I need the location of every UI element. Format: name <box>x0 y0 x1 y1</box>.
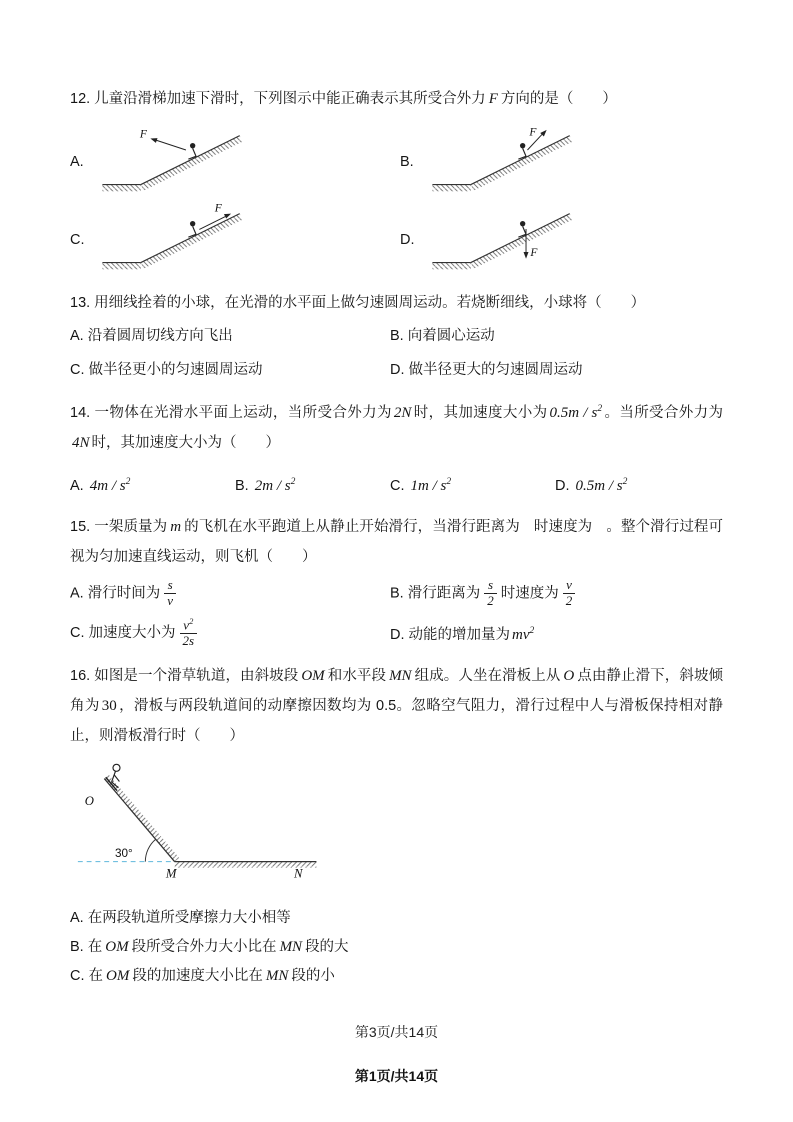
q14-options <box>70 468 723 500</box>
q14-stem-text-4: 时，其加速度大小为（ ） <box>91 435 281 451</box>
q12-stem-text-1: 12. 儿童沿滑梯加速下滑时，下列图示中能正确表示其所受合外力 <box>70 91 486 107</box>
q14-formula-4N: 4N <box>72 435 90 451</box>
q15-stem-text-1: 15. 一架质量为 <box>70 519 168 535</box>
q12-stem <box>70 84 723 114</box>
force-arrow <box>139 129 186 150</box>
q13-stem: 13. 用细线拴着的小球，在光滑的水平面上做匀速圆周运动。若烧断细线，小球将（ ） <box>70 295 646 311</box>
q16-stem-text-4: 点由静止滑下，斜坡倾角为 <box>70 668 724 715</box>
child-figure-icon <box>188 221 196 237</box>
child-figure-icon <box>188 143 196 159</box>
ground-hatch <box>102 263 140 270</box>
q12-option-c-label: C. <box>70 232 85 248</box>
ground-hatch <box>432 185 470 192</box>
q12-option-c <box>70 204 400 276</box>
q14-option-b: B. $2m / s^2$ <box>235 477 296 494</box>
q15-option-a: A. 滑行时间为 $\frac{s}{v}$ <box>70 578 390 609</box>
q16-option-b: B. 在 OM 段所受合外力大小比在 MN 段的大 <box>70 939 349 956</box>
fraction-s-over-2: $\frac{s}{2}$ <box>484 578 497 609</box>
q15-option-b: B. 滑行距离为 $\frac{s}{2}$ 时速度为 $\frac{v}{2}$ <box>390 578 723 609</box>
point-N-label: N <box>293 866 303 881</box>
force-arrow <box>527 127 546 150</box>
q12-var-F: F <box>488 91 498 107</box>
fraction-s-over-v: $\frac{s}{v}$ <box>164 578 176 609</box>
q14-option-d: D. $0.5m / s^2$ <box>555 477 628 494</box>
point-O-label: O <box>84 794 94 809</box>
q16-option-a: A. 在两段轨道所受摩擦力大小相等 <box>70 910 291 927</box>
q13-option-d: D. 做半径更大的匀速圆周运动 <box>390 362 583 378</box>
force-label: F <box>530 246 538 259</box>
q12-option-a <box>70 126 400 198</box>
q12-option-d <box>400 204 723 276</box>
fraction-v2-over-2s: $\frac{v^2}{2s}$ <box>180 617 198 649</box>
q16-stem-text-2: 和水平段 <box>327 668 387 685</box>
q12-option-a-label: A. <box>70 154 84 170</box>
q16-var-angle: 30 <box>101 698 117 715</box>
q14-option-c: C. $1m / s^2$ <box>390 477 452 494</box>
q16-var-MN: MN <box>389 668 412 685</box>
slide-track-diagram <box>72 759 336 891</box>
q15-stem-text-3: 时速度为 <box>533 519 593 535</box>
q13-option-a: A. 沿着圆周切线方向飞出 <box>70 328 233 344</box>
ground-hatch <box>102 185 140 192</box>
q15-options <box>70 578 723 649</box>
q16-stem-text-5: ，滑板与两段轨道间的动摩擦因数均为 0.5。忽略空气阻力，滑行过程中人与滑板保持相对静止，则滑板滑行时（ ） <box>70 698 724 745</box>
incline-line <box>141 136 240 185</box>
page-content <box>70 84 723 991</box>
q16-stem <box>70 661 723 751</box>
child-figure-icon <box>518 221 526 237</box>
q16-stem-text-3: 组成。人坐在滑板上从 <box>414 668 561 685</box>
incline-line <box>471 214 570 263</box>
child-figure-icon <box>518 143 526 159</box>
q14-stem <box>70 394 723 458</box>
ground-hatch <box>432 263 470 270</box>
q14-stem-text-1: 14. 一物体在光滑水平面上运动，当所受合外力为 <box>70 405 392 421</box>
q14-stem-text-3: 。当所受合外力为 <box>604 405 724 421</box>
formula-mv2: $mv^2$ <box>512 625 535 643</box>
incline-line <box>471 136 570 185</box>
q12-option-d-label: D. <box>400 232 415 248</box>
force-label: F <box>139 128 147 141</box>
q14-formula-2N: 2N <box>393 405 412 421</box>
angle-label: 30° <box>115 846 133 860</box>
q15-option-c: C. 加速度大小为 $\frac{v^2}{2s}$ <box>70 617 390 649</box>
q15-var-m: m <box>170 519 182 535</box>
q13-option-c: C. 做半径更小的匀速圆周运动 <box>70 362 263 378</box>
q13-options <box>70 322 723 384</box>
q12-option-b <box>400 126 723 198</box>
q16-option-c: C. 在 OM 段的加速度大小比在 MN 段的小 <box>70 968 335 985</box>
incline-diagram-a <box>100 126 245 198</box>
q15-stem-text-4: 。整个滑行过程可视为匀加速直线运动，则飞机（ ） <box>70 519 724 565</box>
q12-option-diagrams <box>70 126 723 276</box>
q16-var-O: O <box>563 668 575 685</box>
point-M-label: M <box>165 866 177 881</box>
incline-diagram-b <box>430 126 575 198</box>
force-label: F <box>214 204 222 215</box>
q14-stem-text-2: 时，其加速度大小为 <box>413 405 548 421</box>
q12-option-b-label: B. <box>400 154 414 170</box>
footer-page-number-outer: 第1页/共14页 <box>354 1068 439 1084</box>
q12-stem-text-2: 方向的是（ ） <box>500 91 617 107</box>
q15-stem <box>70 512 723 572</box>
q16-var-OM: OM <box>301 668 325 685</box>
fraction-v-over-2: $\frac{v}{2}$ <box>563 578 576 609</box>
q16-stem-text-1: 16. 如图是一个滑草轨道，由斜坡段 <box>70 668 299 685</box>
force-label: F <box>529 126 537 139</box>
q16-diagram-wrapper <box>72 759 723 896</box>
incline-diagram-c <box>100 204 245 276</box>
angle-arc <box>145 839 155 861</box>
q13-option-b: B. 向着圆心运动 <box>390 328 495 344</box>
incline-line <box>141 214 240 263</box>
incline-diagram-d <box>430 204 575 276</box>
q14-formula-05ms2: $0.5m / s^2$ <box>549 404 603 421</box>
q15-stem-text-2: 的飞机在水平跑道上从静止开始滑行，当滑行距离为 <box>184 519 520 535</box>
q16-options <box>70 904 723 991</box>
q15-option-d: D. 动能的增加量为 $mv^2$ <box>390 625 535 643</box>
q14-option-a: A. $4m / s^2$ <box>70 477 131 494</box>
footer-page-number-inner: 第3页/共14页 <box>354 1024 439 1040</box>
